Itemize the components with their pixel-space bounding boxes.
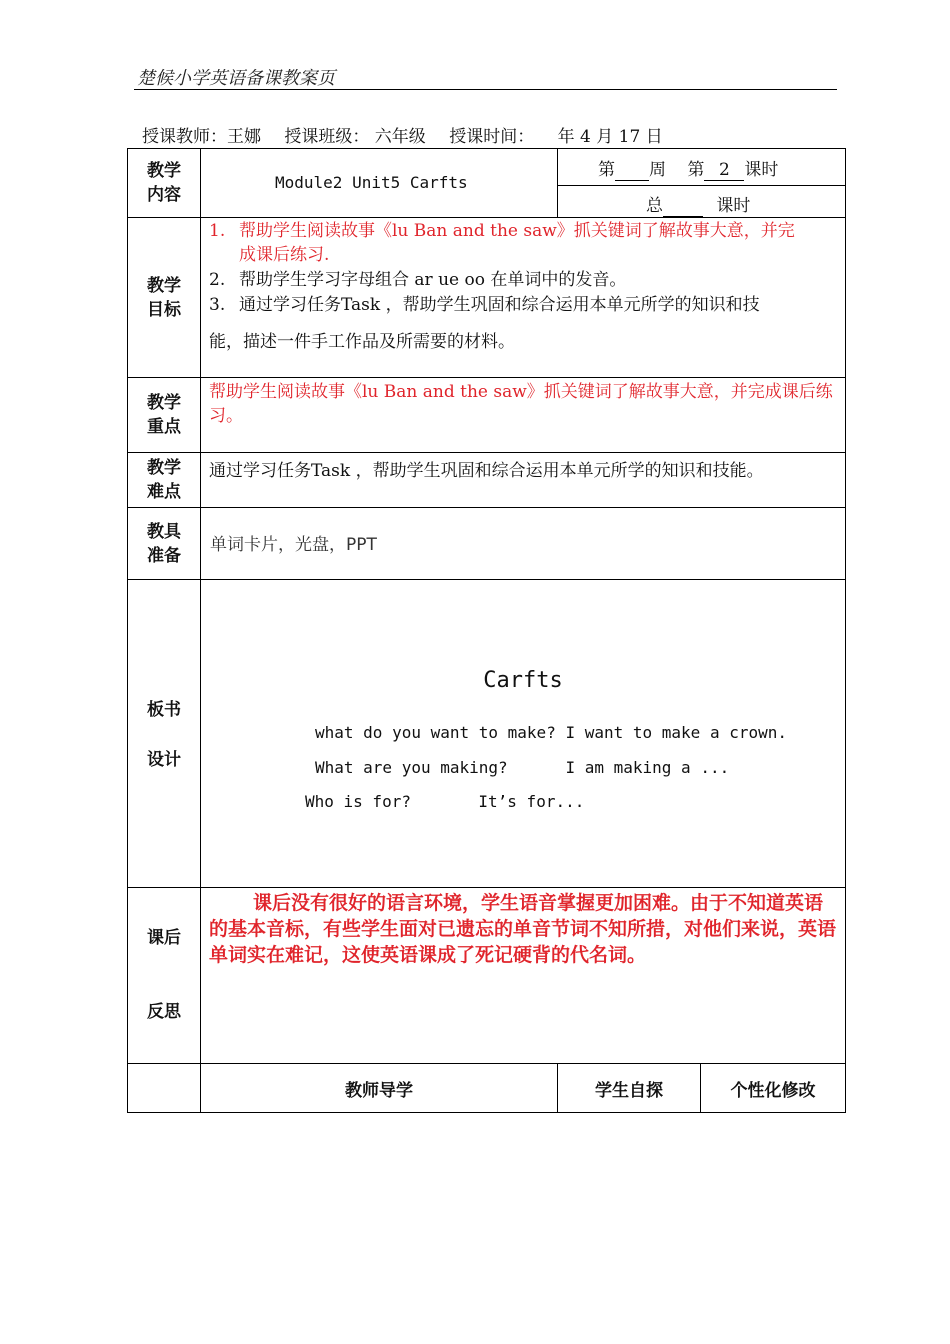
key-point-cell: [200, 377, 846, 453]
week-suffix: 周: [649, 160, 666, 180]
difficulty-cell: [200, 452, 846, 508]
header-rule: [134, 89, 837, 90]
lesson-suffix: 课时: [744, 160, 779, 180]
total-prefix: 总: [646, 196, 663, 216]
footer-empty-cell: [127, 1063, 201, 1113]
reflection-label-cell: [127, 887, 201, 1064]
lesson-info-line: [142, 122, 681, 147]
module-title: Module2 Unit5 Carfts: [275, 173, 468, 192]
teacher-info: 授课教师：王娜: [142, 127, 261, 147]
content-label-2: 内容: [147, 185, 181, 205]
difficulty-label-cell: [127, 452, 201, 508]
total-blank: [663, 196, 703, 217]
personal-edit-cell: [700, 1063, 846, 1113]
total-suffix: 课时: [716, 196, 751, 216]
lesson-prefix: 第: [687, 160, 705, 180]
teacher-guide-cell: [200, 1063, 558, 1113]
materials-label-cell: [127, 507, 201, 580]
board-design-cell: [200, 579, 846, 888]
key-label-cell: [127, 377, 201, 453]
date-info: 年 4 月 17 日: [557, 127, 663, 147]
goal-2: 2. 帮助学生学习字母组合 ar ue oo 在单词中的发音。: [209, 270, 627, 290]
goals-cell: [200, 217, 846, 378]
key-point-text: 帮助学生阅读故事《lu Ban and the saw》抓关键词了解故事大意，并完成课后练习。: [209, 382, 833, 426]
goals-label-cell: [127, 217, 201, 378]
teacher-guide-label: 教师导学: [345, 1080, 413, 1101]
board-line-3: Who is for? It’s for...: [305, 792, 585, 811]
time-label: 授课时间：: [449, 127, 535, 147]
reflection-label-2: 反思: [147, 1002, 181, 1022]
goal-3-continued: 能，描述一件手工作品及所需要的材料。: [209, 332, 515, 352]
module-cell: [200, 148, 558, 218]
page-header-title: 楚候小学英语备课教案页: [137, 68, 335, 89]
materials-cell: [200, 507, 846, 580]
board-label-1: 板书: [147, 700, 181, 720]
week-lesson-cell: [557, 148, 846, 186]
total-lesson-cell: [557, 185, 846, 218]
goal-1: 1. 帮助学生阅读故事《lu Ban and the saw》抓关键词了解故事大意，并完: [209, 221, 795, 241]
reflection-label-1: 课后: [147, 928, 181, 948]
difficulty-label-2: 难点: [147, 482, 181, 502]
class-info: 授课班级： 六年级: [284, 127, 426, 147]
student-explore-label: 学生自探: [595, 1080, 663, 1101]
materials-text: 单词卡片，光盘，PPT: [210, 535, 377, 555]
goals-label-2: 目标: [147, 299, 181, 320]
personal-edit-label: 个性化修改: [730, 1080, 816, 1101]
goals-label-1: 教学: [147, 275, 181, 296]
board-title: Carfts: [483, 668, 563, 693]
materials-label-2: 准备: [147, 545, 181, 566]
board-label-2: 设计: [147, 750, 181, 770]
goal-3: 3. 通过学习任务Task ，帮助学生巩固和综合运用本单元所学的知识和技: [209, 295, 760, 315]
content-label-1: 教学: [147, 161, 181, 181]
board-line-1: what do you want to make? I want to make a crown.: [315, 723, 788, 742]
goal-1-continued: 成课后练习.: [239, 245, 330, 265]
materials-label-1: 教具: [147, 521, 181, 542]
key-label-2: 重点: [147, 417, 181, 437]
difficulty-text: 通过学习任务Task ，帮助学生巩固和综合运用本单元所学的知识和技能。: [209, 461, 764, 481]
reflection-text: 课后没有很好的语言环境，学生语音掌握更加困难。由于不知道英语的基本音标，有些学生面对已遗忘的单音节词不知所措，对他们来说，英语单词实在难记，这使英语课成了死记硬背的代名词。: [209, 892, 837, 966]
lesson-plan-table: [127, 148, 846, 1113]
week-prefix: 第: [598, 160, 615, 180]
key-label-1: 教学: [147, 393, 181, 413]
content-label-cell: [127, 148, 201, 218]
student-explore-cell: [557, 1063, 701, 1113]
reflection-cell: [200, 887, 846, 1064]
board-line-2: What are you making? I am making a ...: [315, 758, 730, 777]
lesson-number: 2: [704, 160, 744, 181]
difficulty-label-1: 教学: [147, 458, 181, 478]
week-blank: [615, 160, 649, 181]
board-label-cell: [127, 579, 201, 888]
